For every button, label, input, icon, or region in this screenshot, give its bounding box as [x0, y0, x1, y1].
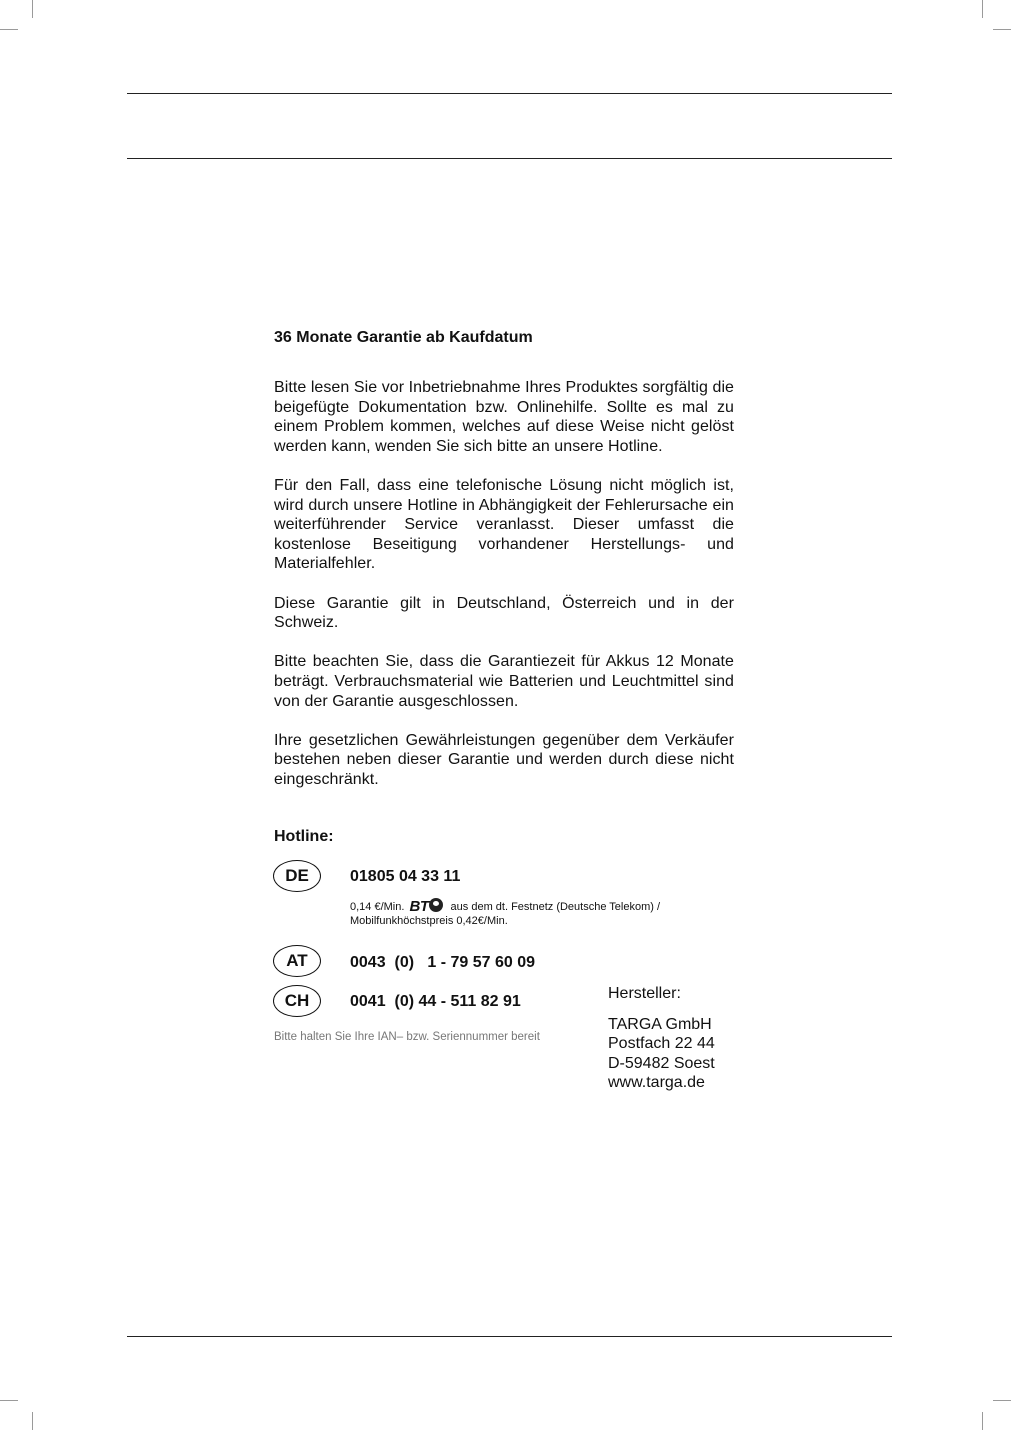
- tariff-note: [350, 900, 710, 928]
- crop-mark-top-right: [993, 29, 1011, 30]
- warranty-title: 36 Monate Garantie ab Kaufdatum: [274, 329, 533, 346]
- manufacturer-city: D-59482 Soest: [608, 1054, 715, 1072]
- bt-logo: [409, 900, 443, 914]
- header-rule-top: [127, 93, 892, 94]
- phone-number-ch: 0041 (0) 44 - 511 82 91: [350, 993, 521, 1010]
- manufacturer-po-box: Postfach 22 44: [608, 1035, 715, 1053]
- tariff-network: aus dem dt. Festnetz (Deutsche Telekom) /: [450, 901, 661, 913]
- crop-mark-bottom-left: [0, 1400, 18, 1401]
- country-badge-at: AT: [273, 945, 321, 977]
- phone-number-at: 0043 (0) 1 - 79 57 60 09: [350, 954, 536, 971]
- crop-mark-bottom-right: [993, 1400, 1011, 1401]
- manufacturer-label: Hersteller:: [608, 985, 681, 1002]
- header-rule-bottom: [127, 158, 892, 159]
- bt-globe-icon: [429, 898, 443, 912]
- country-badge-ch: CH: [273, 985, 321, 1017]
- bt-logo-text: BT: [409, 898, 429, 916]
- hotline-label: Hotline:: [274, 828, 334, 845]
- crop-mark-top-left: [32, 0, 33, 18]
- manufacturer-block: [608, 984, 715, 1093]
- phone-number-de: 01805 04 33 11: [350, 868, 461, 885]
- crop-mark-bottom-left: [32, 1412, 33, 1430]
- serial-number-note: Bitte halten Sie Ihre IAN– bzw. Seriennummer bereit: [274, 1031, 540, 1043]
- tariff-mobile: Mobilfunkhöchstpreis 0,42€/Min.: [350, 915, 508, 928]
- crop-mark-bottom-right: [982, 1412, 983, 1430]
- warranty-paragraph: Diese Garantie gilt in Deutschland, Österreich und in der Schweiz.: [274, 594, 734, 632]
- crop-mark-top-right: [982, 0, 983, 18]
- warranty-section: [274, 328, 734, 789]
- manufacturer-name: TARGA GmbH: [608, 1015, 712, 1033]
- warranty-paragraph: Bitte lesen Sie vor Inbetriebnahme Ihres Produktes sorgfältig die beigefügte Dokumentation bzw. Onlinehilfe. Sollte es mal zu einem Problem kommen, welches auf diese Weise nicht gelöst werden kann, wenden Sie sich bitte an unsere Hotline.: [274, 379, 734, 455]
- warranty-paragraph: Für den Fall, dass eine telefonische Lösung nicht möglich ist, wird durch unsere Hotline in Abhängigkeit der Fehlerursache ein weiterführender Service veranlasst. Dieser umfasst die kostenlose Beseitigung vorhandener Herstellungs- und Materialfehler.: [274, 476, 734, 573]
- crop-mark-top-left: [0, 29, 18, 30]
- country-badge-de: DE: [273, 860, 321, 892]
- warranty-paragraph: Bitte beachten Sie, dass die Garantiezeit für Akkus 12 Monate beträgt. Verbrauchsmaterial wie Batterien und Leuchtmittel sind von der Garantie ausgeschlossen.: [274, 653, 734, 710]
- tariff-price: 0,14 €/Min.: [350, 901, 405, 913]
- warranty-paragraph: Ihre gesetzlichen Gewährleistungen gegenüber dem Verkäufer bestehen neben dieser Garantie und werden durch diese nicht eingeschränkt.: [274, 731, 734, 788]
- manufacturer-website[interactable]: www.targa.de: [608, 1074, 705, 1092]
- footer-rule: [127, 1336, 892, 1337]
